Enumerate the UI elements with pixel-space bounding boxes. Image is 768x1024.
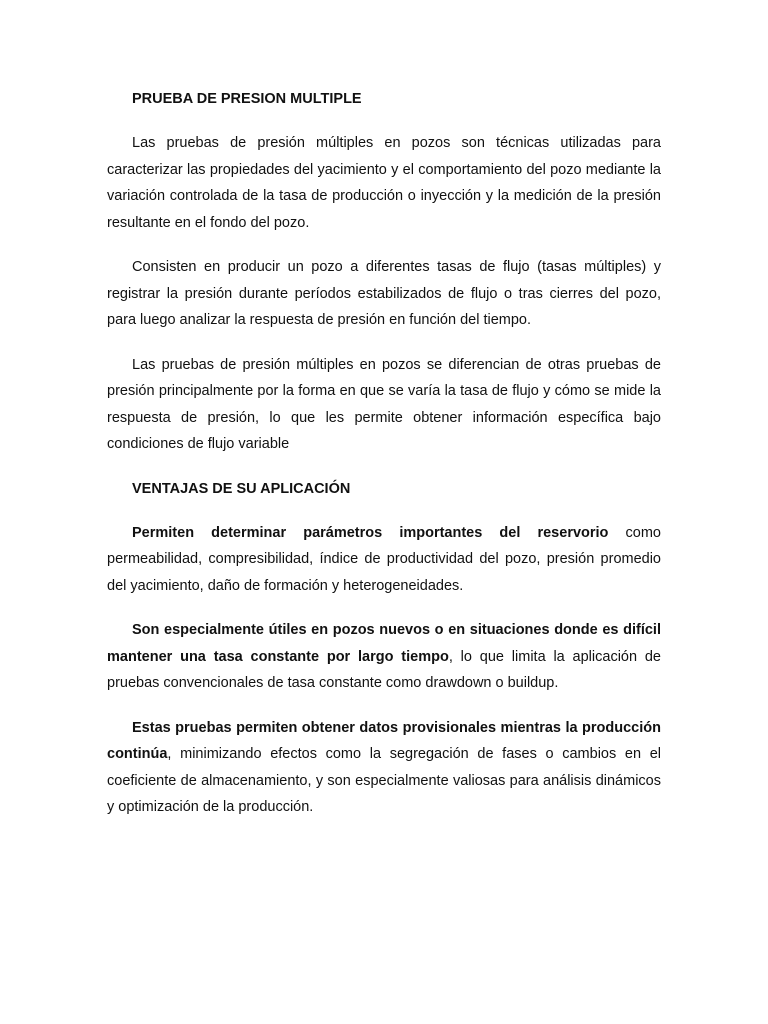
advantage-paragraph-1 bbox=[107, 520, 661, 600]
intro-paragraph-1: Las pruebas de presión múltiples en pozos son técnicas utilizadas para caracterizar las propiedades del yacimiento y el comportamiento del pozo mediante la variación controlada de la tasa de producción o inyección y la medición de la presión resultante en el fondo del pozo. bbox=[107, 135, 661, 231]
advantage-paragraph-2 bbox=[107, 617, 661, 697]
advantages-heading: VENTAJAS DE SU APLICACIÓN bbox=[132, 480, 351, 497]
advantage-1-text: como permeabilidad, compresibilidad, índice de productividad del pozo, presión promedio del yacimiento, daño de formación y heterogeneidades. bbox=[107, 524, 661, 594]
intro-paragraph-2: Consisten en producir un pozo a diferentes tasas de flujo (tasas múltiples) y registrar la presión durante períodos estabilizados de flujo o tras cierres del pozo, para luego analizar la respuesta de presión en función del tiempo. bbox=[107, 259, 661, 328]
advantage-3-text: , minimizando efectos como la segregación de fases o cambios en el coeficiente de almacenamiento, y son especialmente valiosas para análisis dinámicos y optimización de la producción. bbox=[107, 746, 661, 815]
advantage-paragraph-3 bbox=[107, 715, 661, 821]
advantage-3-bold: Estas pruebas permiten obtener datos provisionales mientras la producción continúa bbox=[107, 719, 661, 762]
advantage-2-text: , lo que limita la aplicación de pruebas convencionales de tasa constante como drawdown o buildup. bbox=[107, 648, 661, 691]
advantage-1-bold: Permiten determinar parámetros importantes del reservorio bbox=[132, 524, 609, 541]
intro-paragraph-3: Las pruebas de presión múltiples en pozos se diferencian de otras pruebas de presión principalmente por la forma en que se varía la tasa de flujo y cómo se mide la respuesta de presión, lo que les permite obtener información específica bajo condiciones de flujo variable bbox=[107, 356, 661, 452]
document-title: PRUEBA DE PRESION MULTIPLE bbox=[132, 91, 362, 107]
advantage-2-bold: Son especialmente útiles en pozos nuevos o en situaciones donde es difícil mantener una tasa constante por largo tiempo bbox=[107, 622, 661, 665]
